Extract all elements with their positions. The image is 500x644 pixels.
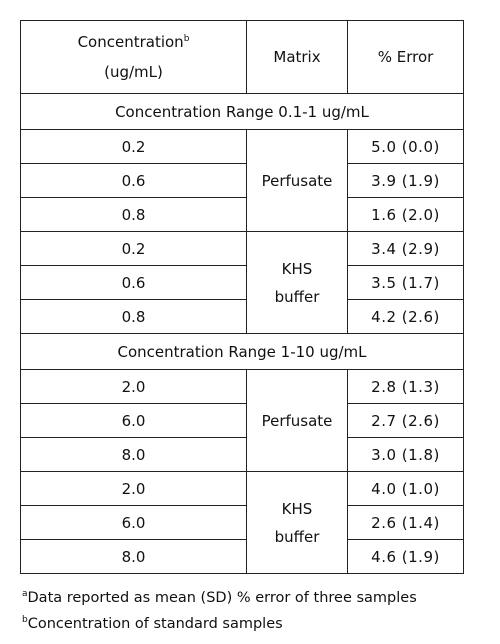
table-row (21, 164, 464, 198)
concentration-cell: 8.0 (21, 540, 247, 574)
table-row (21, 540, 464, 574)
concentration-cell: 6.0 (21, 506, 247, 540)
section-title: Concentration Range 0.1-1 ug/mL (21, 94, 464, 130)
concentration-cell: 0.8 (21, 300, 247, 334)
error-cell: 2.8 (1.3) (348, 370, 464, 404)
concentration-cell: 2.0 (21, 472, 247, 506)
error-cell: 1.6 (2.0) (348, 198, 464, 232)
table-row (21, 232, 464, 266)
footnote-a (22, 585, 417, 611)
matrix-cell (247, 472, 348, 574)
footnote-mark: b (22, 615, 28, 626)
error-cell: 3.9 (1.9) (348, 164, 464, 198)
error-cell: 3.5 (1.7) (348, 266, 464, 300)
footnote-text: Data reported as mean (SD) % error of three samples (27, 590, 417, 606)
matrix-cell (247, 370, 348, 472)
error-cell: 3.4 (2.9) (348, 232, 464, 266)
matrix-label-line2: buffer (274, 287, 320, 306)
matrix-label-line2: buffer (274, 527, 320, 546)
concentration-cell: 6.0 (21, 404, 247, 438)
table-row (21, 266, 464, 300)
table-row (21, 370, 464, 404)
matrix-label: KHS (281, 499, 313, 518)
footnote-mark: a (22, 589, 28, 600)
concentration-cell: 0.2 (21, 130, 247, 164)
error-cell: 2.7 (2.6) (348, 404, 464, 438)
results-table (20, 20, 464, 574)
footnote-b (22, 611, 417, 637)
concentration-cell: 0.6 (21, 266, 247, 300)
table-row (21, 130, 464, 164)
section-header-row (21, 334, 464, 370)
header-matrix: Matrix (247, 21, 348, 94)
concentration-cell: 0.6 (21, 164, 247, 198)
table-row (21, 506, 464, 540)
error-cell: 2.6 (1.4) (348, 506, 464, 540)
matrix-cell (247, 232, 348, 334)
concentration-cell: 2.0 (21, 370, 247, 404)
section-title: Concentration Range 1-10 ug/mL (21, 334, 464, 370)
matrix-label: Perfusate (261, 411, 333, 430)
concentration-cell: 0.8 (21, 198, 247, 232)
section-header-row (21, 94, 464, 130)
header-row (21, 21, 464, 94)
header-concentration-label: Concentration (77, 33, 184, 51)
table-row (21, 198, 464, 232)
matrix-cell (247, 130, 348, 232)
error-cell: 4.0 (1.0) (348, 472, 464, 506)
table-row (21, 472, 464, 506)
matrix-label: KHS (281, 259, 313, 278)
header-concentration-unit: (ug/mL) (104, 63, 163, 81)
error-cell: 5.0 (0.0) (348, 130, 464, 164)
footnotes (22, 585, 417, 637)
error-cell: 4.6 (1.9) (348, 540, 464, 574)
matrix-label: Perfusate (261, 171, 333, 190)
concentration-cell: 8.0 (21, 438, 247, 472)
table-row (21, 404, 464, 438)
header-error: % Error (348, 21, 464, 94)
header-concentration-footnote-mark: b (183, 34, 190, 44)
footnote-text: Concentration of standard samples (27, 616, 283, 632)
table-row (21, 438, 464, 472)
concentration-cell: 0.2 (21, 232, 247, 266)
header-concentration (21, 21, 247, 94)
table-row (21, 300, 464, 334)
error-cell: 3.0 (1.8) (348, 438, 464, 472)
error-cell: 4.2 (2.6) (348, 300, 464, 334)
